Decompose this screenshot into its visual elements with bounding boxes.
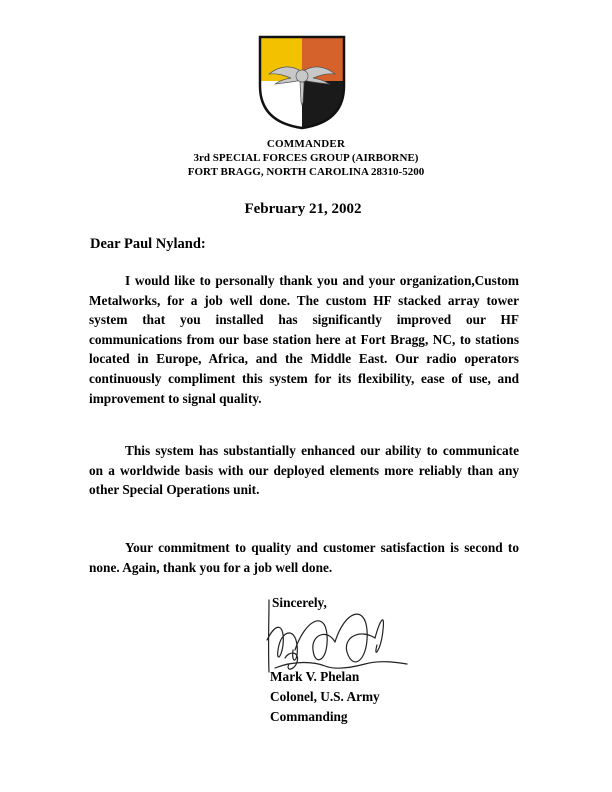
body-paragraph-1: I would like to personally thank you and your organization,Custom Metalworks, for a job well done. The custom HF stacked array tower system that you installed has significantly improved our HF communications from our base station here at Fort Bragg, NC, to stations located in Europe, Africa, and the Middle East. Our radio operators continuously compliment this system for its flexibility, ease of use, and improvement to signal quality. [89, 273, 519, 406]
signer-title: Commanding [270, 709, 348, 724]
signer-rank: Colonel, U.S. Army [270, 689, 380, 704]
closing: Sincerely, [272, 595, 327, 610]
letterhead-address: FORT BRAGG, NORTH CAROLINA 28310-5200 [187, 166, 425, 178]
signer-name: Mark V. Phelan [270, 669, 360, 684]
body-paragraph-2: This system has substantially enhanced our ability to communicate on a worldwide basis with our deployed elements more reliably than any other Special Operations unit. [89, 443, 519, 498]
special-forces-crest-icon [257, 34, 347, 130]
letterhead-unit: 3rd SPECIAL FORCES GROUP (AIRBORNE) [193, 152, 419, 164]
letterhead-commander: COMMANDER [266, 138, 346, 150]
salutation: Dear Paul Nyland: [90, 236, 206, 252]
body-paragraph-3: Your commitment to quality and customer satisfaction is second to none. Again, thank you for a job well done. [89, 540, 519, 575]
letter-date: February 21, 2002 [244, 201, 362, 217]
